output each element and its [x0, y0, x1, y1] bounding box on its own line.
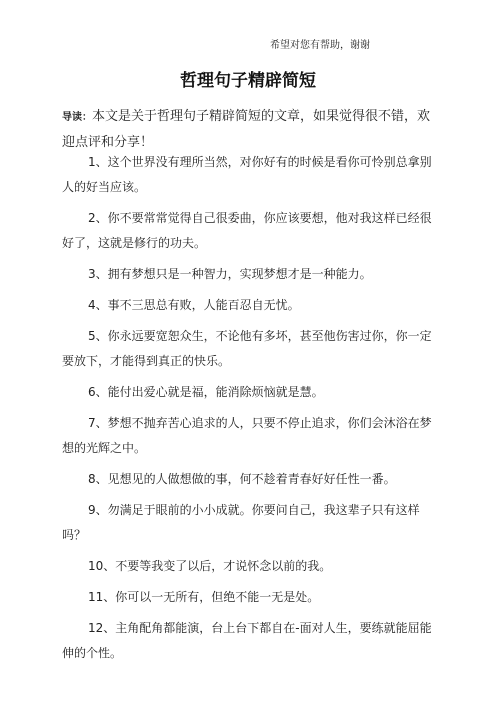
quote-item-2: 2、你不要常常觉得自己很委曲，你应该要想，他对我这样已经很好了，这就是修行的功夫。: [62, 211, 432, 250]
intro-paragraph: [62, 104, 434, 155]
quote-item-10: 10、不要等我变了以后，才说怀念以前的我。: [88, 559, 332, 573]
quote-item-8: 8、见想见的人做想做的事，何不趁着青春好好任性一番。: [88, 472, 396, 486]
quote-item-1: 1、这个世界没有理所当然，对你好有的时候是看你可怜别总拿别人的好当应该。: [62, 155, 432, 194]
intro-label: 导读：: [62, 112, 92, 123]
quote-item-7: 7、梦想不抛弃苦心追求的人，只要不停止追求，你们会沐浴在梦想的光辉之中。: [62, 416, 432, 455]
quote-item-12: 12、主角配角都能演，台上台下都自在-面对人生，要练就能屈能伸的个性。: [62, 621, 432, 660]
quote-item-9: 9、勿满足于眼前的小小成就。你要问自己，我这辈子只有这样吗？: [62, 503, 420, 542]
intro-text: 本文是关于哲理句子精辟简短的文章，如果觉得很不错，欢迎点评和分享！: [62, 109, 431, 150]
quote-item-3: 3、拥有梦想只是一种智力，实现梦想才是一种能力。: [88, 267, 372, 281]
quote-item-5: 5、你永远要宽恕众生，不论他有多坏，甚至他伤害过你，你一定要放下，才能得到真正的快乐。: [62, 329, 432, 368]
quote-item-4: 4、事不三思总有败，人能百忍自无忧。: [88, 298, 300, 312]
header-note: 希望对您有帮助，谢谢: [270, 40, 370, 51]
quote-item-6: 6、能付出爱心就是福，能消除烦恼就是慧。: [88, 385, 324, 399]
quote-list: [62, 150, 434, 672]
page-title: 哲理句子精辟简短: [180, 71, 316, 91]
quote-item-11: 11、你可以一无所有，但绝不能一无是处。: [88, 590, 320, 604]
